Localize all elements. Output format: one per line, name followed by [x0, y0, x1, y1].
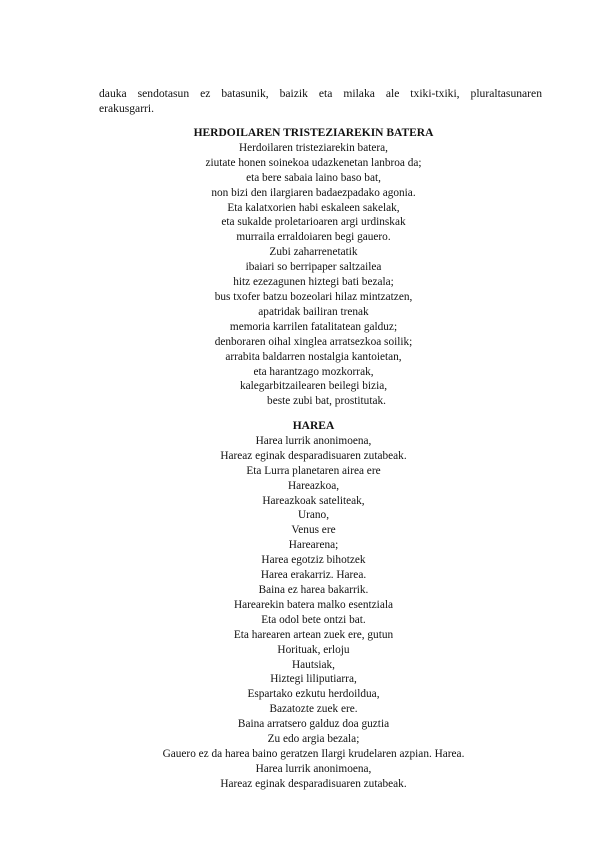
- poem-line: Baina arratsero galduz doa guztia: [237, 718, 390, 731]
- poem-line: bus txofer batzu bozeolari hilaz mintzatzen,: [214, 290, 413, 303]
- poem-line: Urano,: [297, 509, 330, 522]
- poem-line: eta harantzago mozkorrak,: [253, 365, 374, 378]
- intro-line: erakusgarri.: [99, 102, 155, 115]
- poem-line: Hareaz eginak desparadisuaren zutabeak.: [220, 449, 407, 462]
- poem-line: Eta odol bete ontzi bat.: [261, 613, 366, 626]
- poem-line: Herdoilaren tristeziarekin batera,: [239, 141, 388, 154]
- poem-line: memoria karrilen fatalitatean galduz;: [229, 320, 398, 333]
- poem-line: Zubi zaharrenetatik: [269, 246, 358, 259]
- poem-line: Hareazkoak sateliteak,: [262, 494, 365, 507]
- poem-line: Horituak, erloju: [277, 643, 350, 656]
- poem-line: Eta kalatxorien habi eskaleen sakelak,: [227, 201, 400, 214]
- poem-line: eta sukalde proletarioaren argi urdinskak: [221, 216, 406, 229]
- poem-line: Baina ez harea bakarrik.: [258, 583, 369, 596]
- poem-line: Hareazkoa,: [287, 479, 340, 492]
- poem-line: Eta harearen artean zuek ere, gutun: [233, 628, 394, 641]
- poem-line: eta bere sabaia laino baso bat,: [246, 171, 381, 184]
- poem-line: arrabita baldarren nostalgia kantoietan,: [225, 350, 402, 363]
- poem-line: Harea lurrik anonimoena,: [255, 762, 372, 775]
- poem-line: apatridak bailiran trenak: [258, 305, 369, 318]
- poem-line: ziutate honen soinekoa udazkenetan lanbroa da;: [205, 156, 422, 169]
- intro-paragraph: [99, 86, 542, 116]
- poem-line: ibaiari so berripaper saltzailea: [245, 261, 382, 274]
- poem-line: beste zubi bat, prostitutak.: [267, 395, 386, 408]
- poem-line: Harea egotziz bihotzek: [261, 554, 366, 567]
- poem-line: non bizi den ilargiaren badaezpadako agonia.: [211, 186, 416, 199]
- poem-line: Harearekin batera malko esentziala: [233, 598, 393, 611]
- poem-line: hitz ezezagunen hiztegi bati bezala;: [233, 276, 394, 289]
- poem-herdoilaren: [92, 126, 535, 409]
- poem-line: Harea erakarriz. Harea.: [260, 569, 367, 582]
- poem-line: Harearena;: [288, 539, 339, 552]
- poem-line: murraila erraldoiaren begi gauero.: [236, 231, 391, 244]
- poem-line: Bazatozte zuek ere.: [269, 703, 358, 716]
- poem-line: Hareaz eginak desparadisuaren zutabeak.: [220, 777, 407, 790]
- poem-line: kalegarbitzailearen beilegi bizia,: [239, 380, 388, 393]
- poem-line: Harea lurrik anonimoena,: [255, 434, 372, 447]
- poem-line: Espartako ezkutu herdoildua,: [247, 688, 380, 701]
- poem-line: Gauero ez da harea baino geratzen Ilargi krudelaren azpian. Harea.: [162, 747, 465, 760]
- poem-title: HERDOILAREN TRISTEZIAREKIN BATERA: [193, 127, 434, 139]
- intro-line: dauka sendotasun ez batasunik, baizik eta milaka ale txiki-txiki, pluraltasunaren: [99, 87, 542, 100]
- poem-line: denboraren oihal xinglea arratsezkoa soilik;: [214, 335, 413, 348]
- poem-line: Venus ere: [291, 524, 336, 537]
- poem-line: Hiztegi liliputiarra,: [270, 673, 357, 686]
- poem-harea: [92, 419, 535, 792]
- poem-line: Hautsiak,: [292, 658, 335, 671]
- poem-line: Eta Lurra planetaren airea ere: [246, 464, 381, 477]
- poem-title: HAREA: [292, 420, 335, 432]
- poem-line: Zu edo argia bezala;: [267, 733, 360, 746]
